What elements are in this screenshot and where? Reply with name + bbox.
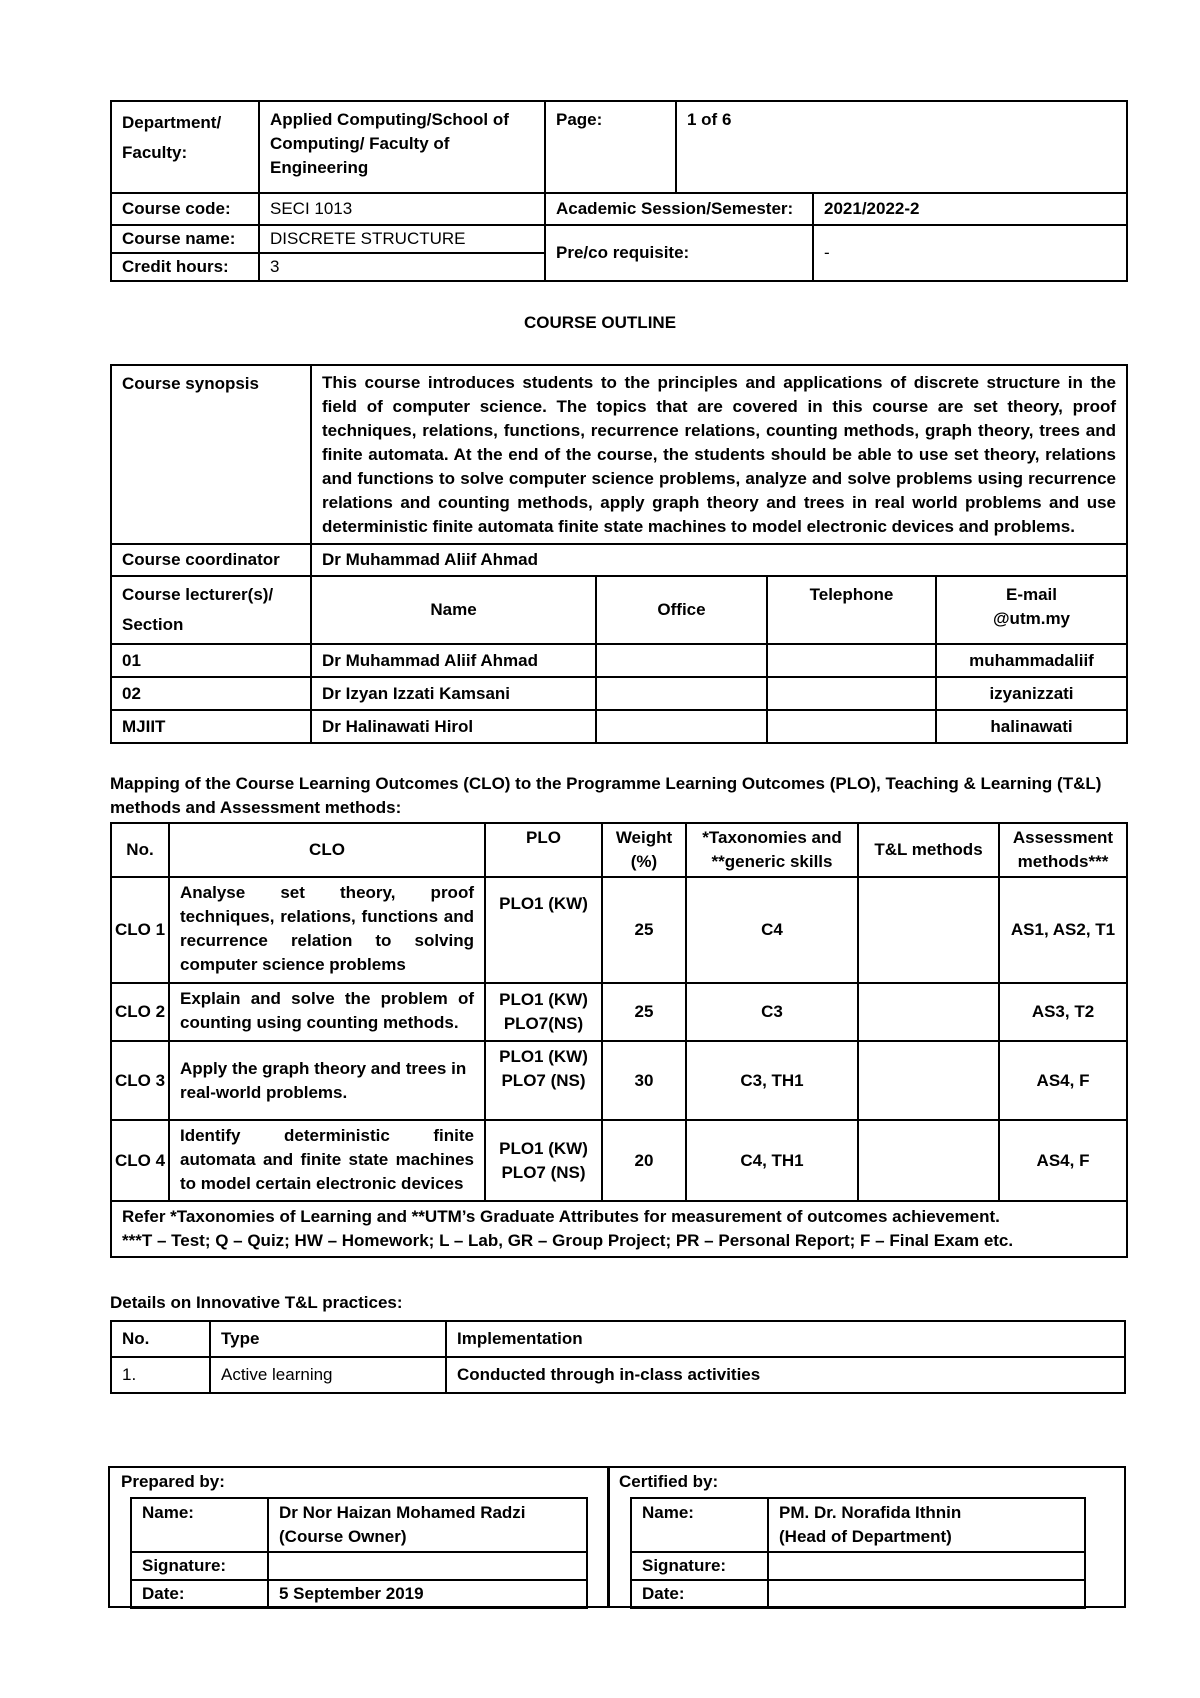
lecturer-name: Dr Izyan Izzati Kamsani <box>311 677 596 710</box>
clo-plo: PLO1 (KW) PLO7 (NS) <box>485 1041 602 1120</box>
lecturer-label: Course lecturer(s)/ Section <box>111 576 311 644</box>
col-no: No. <box>111 823 169 877</box>
prepared-signature-label: Signature: <box>131 1552 268 1580</box>
clo-mapping-table <box>110 822 1128 1258</box>
col-assessment: Assessment methods*** <box>999 823 1127 877</box>
clo-plo: PLO1 (KW) PLO7 (NS) <box>485 1120 602 1201</box>
lecturer-section: 01 <box>111 644 311 677</box>
course-code-value: SECI 1013 <box>259 193 545 225</box>
table-row <box>111 1041 1127 1120</box>
certified-name-line2: (Head of Department) <box>779 1527 952 1546</box>
clo-weight: 20 <box>602 1120 686 1201</box>
clo-description: Analyse set theory, proof techniques, relations, functions and recurrence relation to solving computer science problems <box>169 877 485 983</box>
innovative-heading: Details on Innovative T&L practices: <box>110 1293 403 1312</box>
clo-description: Identify deterministic finite automata and finite state machines to model certain electronic devices <box>169 1120 485 1201</box>
prepared-date-value: 5 September 2019 <box>268 1580 587 1608</box>
clo-plo: PLO1 (KW) <box>485 877 602 983</box>
lecturer-telephone <box>767 677 936 710</box>
clo-tl-method <box>858 1041 999 1120</box>
credit-hours-value: 3 <box>259 253 545 281</box>
col-plo: PLO <box>485 823 602 877</box>
clo-taxonomy: C4, TH1 <box>686 1120 858 1201</box>
lecturer-telephone <box>767 710 936 743</box>
col-telephone: Telephone <box>767 576 936 644</box>
clo-assessment: AS3, T2 <box>999 983 1127 1041</box>
practice-implementation: Conducted through in-class activities <box>446 1357 1125 1393</box>
clo-weight: 25 <box>602 983 686 1041</box>
clo-weight: 30 <box>602 1041 686 1120</box>
innovative-table <box>110 1320 1126 1394</box>
credit-hours-label: Credit hours: <box>111 253 259 281</box>
mapping-heading: Mapping of the Course Learning Outcomes (CLO) to the Programme Learning Outcomes (PLO), Teaching & Learning (T&L) methods and Assessment methods: <box>110 774 1102 817</box>
clo-number: CLO 4 <box>111 1120 169 1201</box>
clo-tl-method <box>858 877 999 983</box>
col-clo: CLO <box>169 823 485 877</box>
practice-type: Active learning <box>210 1357 446 1393</box>
table-row <box>111 1120 1127 1201</box>
session-value: 2021/2022-2 <box>813 193 1127 225</box>
practice-no: 1. <box>111 1357 210 1393</box>
page-label: Page: <box>545 101 676 193</box>
clo-description: Explain and solve the problem of counting using counting methods. <box>169 983 485 1041</box>
clo-description: Apply the graph theory and trees in real-world problems. <box>169 1041 485 1120</box>
mapping-notes <box>111 1201 1127 1257</box>
prepared-name-line2: (Course Owner) <box>279 1527 407 1546</box>
table-row <box>111 983 1127 1041</box>
lecturer-email: halinawati <box>936 710 1127 743</box>
lecturer-name: Dr Muhammad Aliif Ahmad <box>311 644 596 677</box>
certified-by-table <box>630 1497 1086 1609</box>
course-name-value: DISCRETE STRUCTURE <box>259 225 545 253</box>
certified-name-value <box>768 1498 1085 1552</box>
prepared-name-line1: Dr Nor Haizan Mohamed Radzi <box>279 1503 526 1522</box>
clo-number: CLO 3 <box>111 1041 169 1120</box>
certified-date-label: Date: <box>631 1580 768 1608</box>
col-implementation: Implementation <box>446 1321 1125 1357</box>
col-taxonomies: *Taxonomies and **generic skills <box>686 823 858 877</box>
col-email-line1: E-mail <box>1005 585 1058 604</box>
session-label: Academic Session/Semester: <box>545 193 813 225</box>
course-header-table <box>110 100 1128 282</box>
synopsis-text: This course introduces students to the principles and applications of discrete structure in the field of computer science. The topics that are covered in this course are set theory, proof techniques, relations, functions, recurrence relations, counting methods, graph theory, trees and finite automata. At the end of the course, the students should be able to use set theory, relations and functions to solve computer science problems, analyze and solve problems using recurrence relations and counting methods, apply graph theory and trees in real world problems and use deterministic finite automata finite state machines to model electronic devices and problems. <box>311 365 1127 544</box>
certified-signature-value <box>768 1552 1085 1580</box>
certified-date-value <box>768 1580 1085 1608</box>
certified-name-line1: PM. Dr. Norafida Ithnin <box>779 1503 962 1522</box>
lecturer-email: muhammadaliif <box>936 644 1127 677</box>
mapping-note-1: Refer *Taxonomies of Learning and **UTM’s Graduate Attributes for measurement of outcomes achievement. <box>122 1207 1000 1226</box>
prepared-name-label: Name: <box>131 1498 268 1552</box>
col-type: Type <box>210 1321 446 1357</box>
clo-assessment: AS4, F <box>999 1120 1127 1201</box>
lecturer-office <box>596 644 767 677</box>
col-office: Office <box>596 576 767 644</box>
coordinator-label: Course coordinator <box>111 544 311 576</box>
lecturer-office <box>596 677 767 710</box>
prepared-date-label: Date: <box>131 1580 268 1608</box>
page-title: COURSE OUTLINE <box>523 313 677 332</box>
col-email <box>936 576 1127 644</box>
coordinator-value: Dr Muhammad Aliif Ahmad <box>311 544 1127 576</box>
clo-weight: 25 <box>602 877 686 983</box>
synopsis-label: Course synopsis <box>111 365 311 544</box>
lecturer-section: MJIIT <box>111 710 311 743</box>
prepared-name-value <box>268 1498 587 1552</box>
course-outline-table <box>110 364 1128 744</box>
col-tl-methods: T&L methods <box>858 823 999 877</box>
prepared-signature-value <box>268 1552 587 1580</box>
clo-number: CLO 1 <box>111 877 169 983</box>
page-value: 1 of 6 <box>676 101 1127 193</box>
department-label: Department/ Faculty: <box>111 101 259 193</box>
clo-number: CLO 2 <box>111 983 169 1041</box>
table-row <box>111 877 1127 983</box>
col-no: No. <box>111 1321 210 1357</box>
certified-signature-label: Signature: <box>631 1552 768 1580</box>
table-row <box>111 644 1127 677</box>
lecturer-section: 02 <box>111 677 311 710</box>
clo-assessment: AS1, AS2, T1 <box>999 877 1127 983</box>
clo-taxonomy: C3, TH1 <box>686 1041 858 1120</box>
table-row <box>111 1357 1125 1393</box>
mapping-note-2: ***T – Test; Q – Quiz; HW – Homework; L – Lab, GR – Group Project; PR – Personal Report; F – Final Exam etc. <box>122 1231 1014 1250</box>
course-code-label: Course code: <box>111 193 259 225</box>
lecturer-name: Dr Halinawati Hirol <box>311 710 596 743</box>
lecturer-office <box>596 710 767 743</box>
clo-tl-method <box>858 983 999 1041</box>
lecturer-telephone <box>767 644 936 677</box>
department-value: Applied Computing/School of Computing/ Faculty of Engineering <box>259 101 545 193</box>
certified-by-title: Certified by: <box>619 1472 719 1491</box>
lecturer-email: izyanizzati <box>936 677 1127 710</box>
col-email-line2: @utm.my <box>992 609 1071 628</box>
col-weight: Weight (%) <box>602 823 686 877</box>
clo-assessment: AS4, F <box>999 1041 1127 1120</box>
clo-tl-method <box>858 1120 999 1201</box>
prereq-label: Pre/co requisite: <box>545 225 813 281</box>
clo-taxonomy: C3 <box>686 983 858 1041</box>
table-row <box>111 710 1127 743</box>
clo-plo: PLO1 (KW) PLO7(NS) <box>485 983 602 1041</box>
prepared-by-table <box>130 1497 588 1609</box>
col-name: Name <box>311 576 596 644</box>
prereq-value: - <box>813 225 1127 281</box>
certified-name-label: Name: <box>631 1498 768 1552</box>
course-name-label: Course name: <box>111 225 259 253</box>
prepared-by-title: Prepared by: <box>121 1472 225 1491</box>
clo-taxonomy: C4 <box>686 877 858 983</box>
table-row <box>111 677 1127 710</box>
